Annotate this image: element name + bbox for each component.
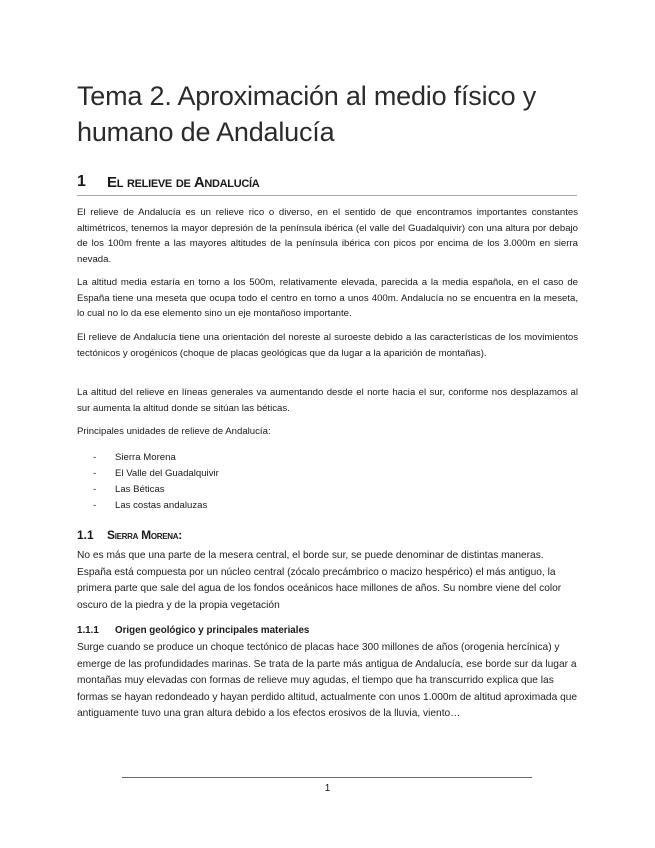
section-1-title: El relieve de Andalucía: [107, 174, 260, 191]
section-1-1-1-heading: [77, 625, 309, 636]
list-bullet: -: [93, 500, 97, 511]
section-1-paragraph-1: El relieve de Andalucía es un relieve rico o diverso, en el sentido de que encontramos importantes constantes altimétricos, tenemos la mayor depresión de la península ibérica (el valle del Guadalquivir) con una altura por debajo de los 100m frente a las mayores altitudes de la península ibérica con picos por encima de los 3.000m en sierra nevada.: [77, 207, 578, 265]
page-number: 1: [324, 783, 331, 794]
list-item-text: Las Béticas: [115, 484, 165, 495]
section-1-1-title: Sierra Morena:: [107, 528, 182, 542]
section-1-paragraph-2: La altitud media estaría en torno a los 500m, relativamente elevada, parecida a la media española, en el caso de España tiene una meseta que ocupa todo el centro en torno a unos 400m. Andalucía no se encuentra en la meseta, lo cual no lo da ese elemento sino un eje montañoso importante.: [77, 277, 578, 319]
list-item-text: Las costas andaluzas: [115, 500, 208, 511]
section-1-paragraph-4: La altitud del relieve en líneas generales va aumentando desde el norte hacia el sur, conforme nos desplazamos al sur aumenta la altitud donde se sitúan las béticas.: [77, 387, 578, 414]
list-item: [93, 482, 219, 498]
page-title: Tema 2. Aproximación al medio físico y humano de Andalucía: [77, 81, 537, 147]
section-1-1-paragraph: No es más que una parte de la mesera central, el borde sur, se puede denominar de distintas maneras. España está compuesta por un núcleo central (zócalo precámbrico o macizo hespérico) el más antiguo, la primera parte que sale del agua de los fondos oceánicos hace millones de años. Su nombre viene del color oscuro de la piedra y de la propia vegetación: [77, 550, 562, 611]
section-1-1-1-number: 1.1.1: [77, 625, 99, 636]
section-1-1-number: 1.1: [77, 528, 94, 542]
list-intro: Principales unidades de relieve de Andalucía:: [77, 426, 271, 437]
list-item-text: El Valle del Guadalquivir: [115, 468, 219, 479]
list-item-text: Sierra Morena: [115, 452, 176, 463]
section-1-paragraph-3: El relieve de Andalucía tiene una orientación del noreste al suroeste debido a las características de los movimientos tectónicos y orogénicos (choque de placas geológicas que da lugar a la aparición de montañas).: [77, 332, 578, 359]
section-1-1-1-title: Origen geológico y principales materiales: [115, 625, 310, 636]
section-1-heading: [77, 173, 577, 196]
section-1-1-heading: [77, 528, 182, 542]
section-1-number: 1: [77, 173, 86, 190]
list-item: [93, 466, 219, 482]
list-item: [93, 498, 219, 514]
list-item: [93, 450, 219, 466]
section-1-1-1-paragraph: Surge cuando se produce un choque tectónico de placas hace 300 millones de años (orogenia hercínica) y emerge de las profundidades marinas. Se trata de la parte más antigua de Andalucía, ese borde sur da lugar a montañas muy elevadas con formas de relieve muy agudas, el tiempo que ha transcurrido explica que las formas se hayan redondeado y hayan perdido altitud, actualmente con unos 1.000m de altitud aproximada que antiguamente tuvo una gran altura debido a los efectos erosivos de la lluvia, viento…: [77, 642, 578, 720]
list-bullet: -: [93, 468, 97, 479]
list-bullet: -: [93, 452, 97, 463]
relief-units-list: [93, 450, 219, 514]
footer-divider: [122, 777, 532, 778]
list-bullet: -: [93, 484, 97, 495]
